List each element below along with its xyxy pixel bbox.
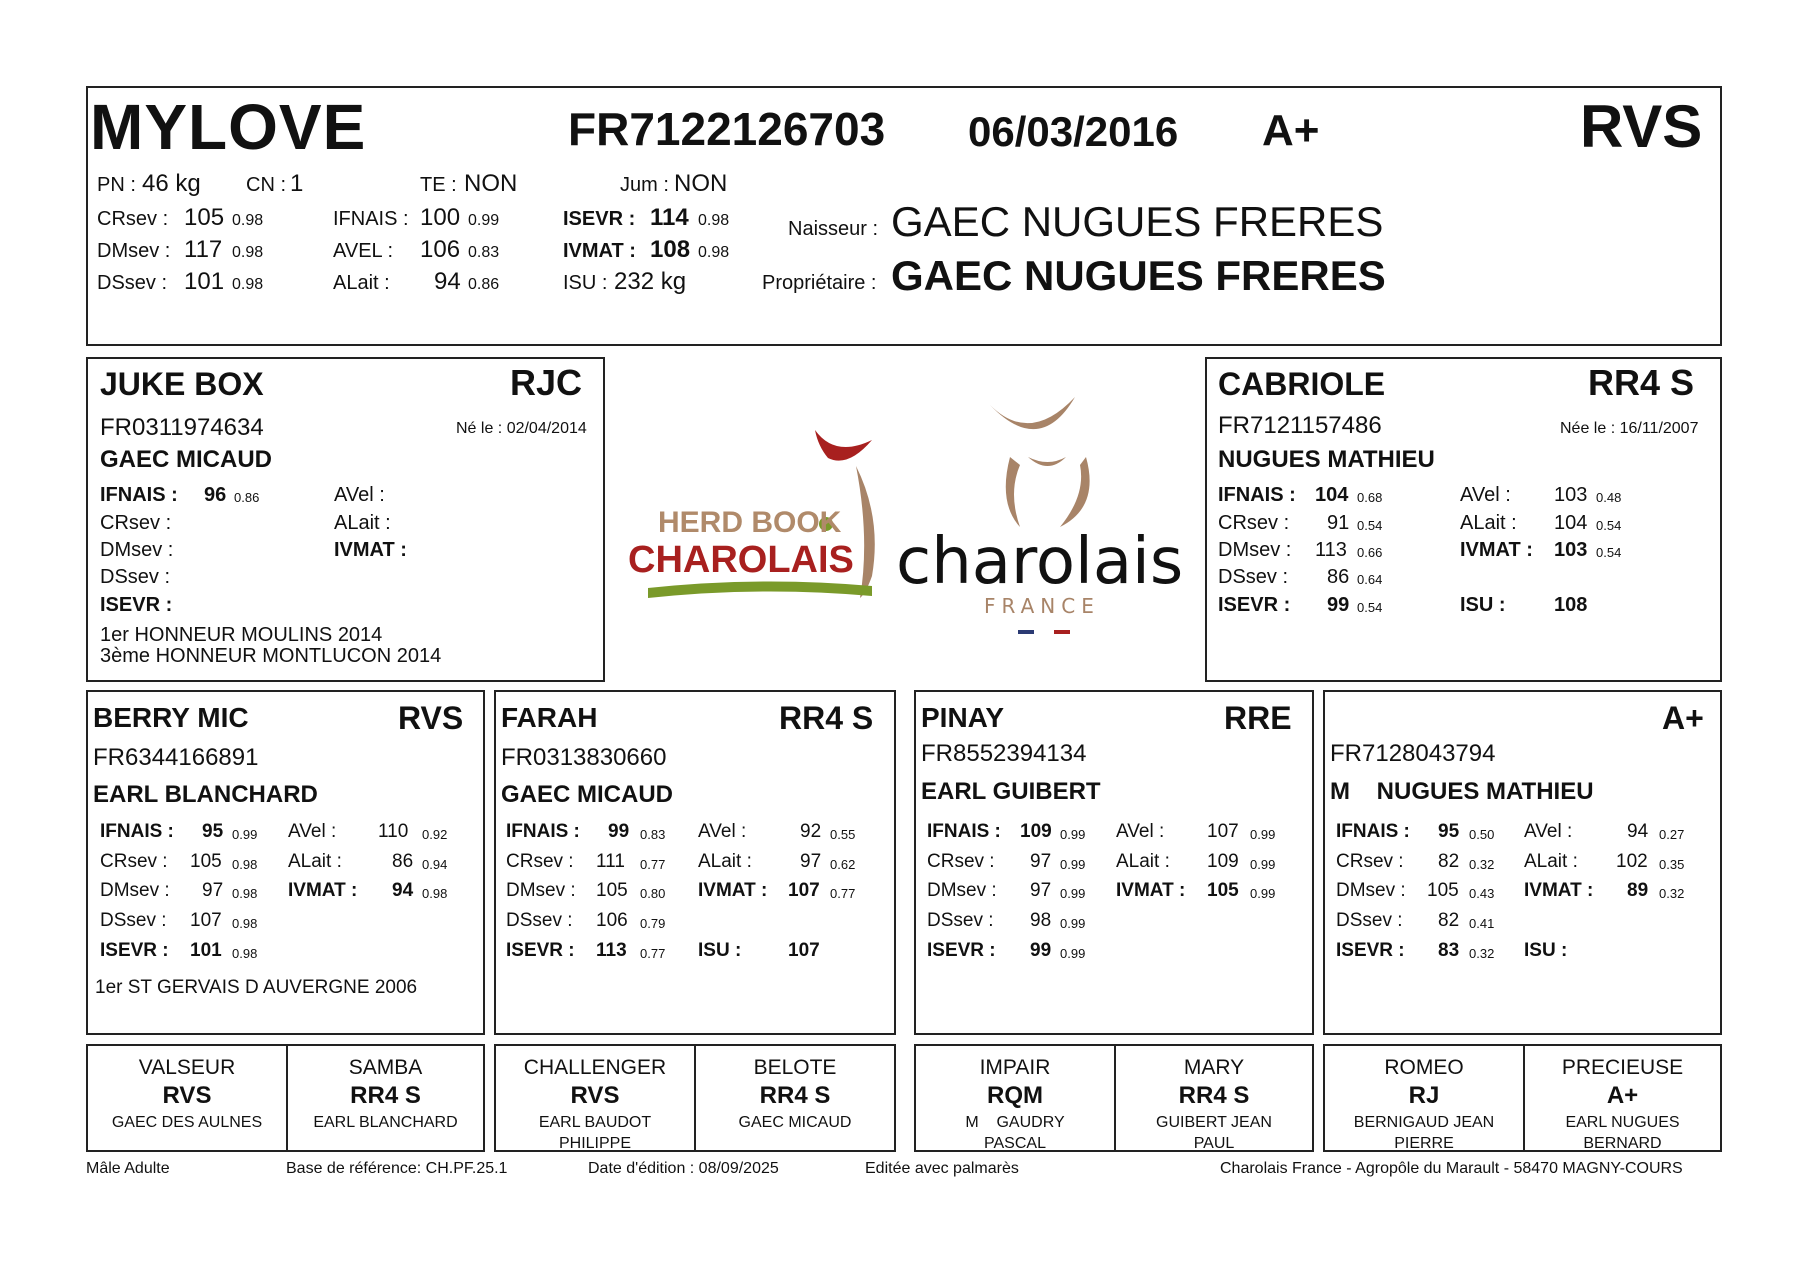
avel-coef: 0.83 <box>468 244 500 261</box>
dam-isevr-label: ISEVR : <box>1218 594 1291 616</box>
gp0-isevr-value: 101 <box>190 940 222 961</box>
gp2-ifnais-value: 109 <box>1020 821 1052 842</box>
dam-avel-coef: 0.48 <box>1596 490 1622 505</box>
gg-owner-line2: PHILIPPE <box>558 1135 632 1152</box>
dam-dssev-coef: 0.64 <box>1357 572 1383 587</box>
gp0-avel-label: AVel : <box>288 821 337 842</box>
gg-owner: GAEC DES AULNES <box>111 1114 263 1131</box>
animal-grade: A+ <box>1262 106 1320 155</box>
gp3-ifnais-coef: 0.50 <box>1469 827 1495 842</box>
gp2-dssev-value: 98 <box>1030 910 1052 931</box>
gp2-dssev-coef: 0.99 <box>1060 916 1086 931</box>
gp1-alait-coef: 0.62 <box>830 857 856 872</box>
gp1-dmsev-value: 105 <box>596 880 628 901</box>
great-grandparent-cell <box>1323 1044 1525 1152</box>
gp1-dmsev-coef: 0.80 <box>640 886 666 901</box>
dam-owner: NUGUES MATHIEU <box>1218 446 1435 473</box>
alait-value: 94 <box>434 268 461 295</box>
gp3-avel-coef: 0.27 <box>1659 827 1685 842</box>
animal-id: FR7122126703 <box>568 103 886 155</box>
naisseur-label: Naisseur : <box>788 218 879 240</box>
gg-owner-line2: PASCAL <box>984 1135 1046 1152</box>
gp0-isevr-label: ISEVR : <box>100 940 169 961</box>
grandparent-owner: EARL GUIBERT <box>921 778 1101 805</box>
gp1-dssev-coef: 0.79 <box>640 916 666 931</box>
dam-dssev-value: 86 <box>1327 566 1350 588</box>
dam-dmsev-coef: 0.66 <box>1357 545 1383 560</box>
cn-value: 1 <box>290 170 304 197</box>
gp2-crsev-coef: 0.99 <box>1060 857 1086 872</box>
gp2-ivmat-value: 105 <box>1207 880 1239 901</box>
gp2-dmsev-label: DMsev : <box>927 880 997 901</box>
gp3-avel-label: AVel : <box>1524 821 1573 842</box>
pn-value: 46 kg <box>142 170 201 197</box>
sire-born: Né le : 02/04/2014 <box>456 420 587 437</box>
herd-book-line2: CHAROLAIS <box>628 539 854 581</box>
gg-name: IMPAIR <box>979 1056 1051 1079</box>
gp0-avel-value: 110 <box>378 821 409 842</box>
gp2-ifnais-label: IFNAIS : <box>927 821 1001 842</box>
gp2-ivmat-coef: 0.99 <box>1250 886 1276 901</box>
herd-book-green-swoosh <box>648 581 872 598</box>
gg-name: MARY <box>1183 1056 1245 1079</box>
dam-avel-value: 103 <box>1554 484 1588 506</box>
crsev-label: CRsev : <box>97 208 169 230</box>
gp1-avel-label: AVel : <box>698 821 747 842</box>
avel-label: AVEL : <box>333 240 394 262</box>
naisseur-value: GAEC NUGUES FRERES <box>891 198 1384 245</box>
dam-isu-label: ISU : <box>1460 594 1506 616</box>
gg-qualification: RR4 S <box>350 1082 421 1109</box>
grandparent-id: FR8552394134 <box>921 740 1087 767</box>
gp1-ivmat-label: IVMAT : <box>698 880 768 901</box>
dam-isu-value: 108 <box>1554 594 1588 616</box>
alait-label: ALait : <box>333 272 390 294</box>
gp1-dmsev-label: DMsev : <box>506 880 576 901</box>
gp2-avel-coef: 0.99 <box>1250 827 1276 842</box>
ivmat-coef: 0.98 <box>698 244 730 261</box>
proprietaire-value: GAEC NUGUES FRERES <box>891 252 1386 299</box>
isevr-label: ISEVR : <box>563 208 636 230</box>
gp0-ivmat-label: IVMAT : <box>288 880 358 901</box>
gp1-isevr-label: ISEVR : <box>506 940 575 961</box>
gp0-alait-value: 86 <box>392 851 414 872</box>
animal-birth-date: 06/03/2016 <box>968 108 1179 155</box>
gp3-crsev-coef: 0.32 <box>1469 857 1495 872</box>
gp1-ivmat-coef: 0.77 <box>830 886 856 901</box>
dssev-coef: 0.98 <box>232 276 264 293</box>
gg-name: CHALLENGER <box>523 1056 667 1079</box>
gp1-isevr-value: 113 <box>596 940 627 961</box>
footer-address: Charolais France - Agropôle du Marault - 58470 MAGNY-COURS <box>1220 1160 1683 1177</box>
gg-qualification: RVS <box>570 1082 620 1109</box>
sire-dmsev-label: DMsev : <box>100 539 174 561</box>
sire-ifnais-value: 96 <box>204 484 227 506</box>
charolais-face-left-shape <box>1006 457 1020 527</box>
grandparent-qualification: RRE <box>1224 700 1292 736</box>
dam-ivmat-value: 103 <box>1554 539 1588 561</box>
gp3-dmsev-coef: 0.43 <box>1469 886 1495 901</box>
charolais-face-right-shape <box>1060 457 1090 527</box>
great-grandparent-cell <box>694 1044 896 1152</box>
gg-owner: BERNIGAUD JEAN <box>1353 1114 1495 1131</box>
great-grandparent-cell <box>494 1044 696 1152</box>
gp3-dmsev-value: 105 <box>1427 880 1459 901</box>
dam-dmsev-label: DMsev : <box>1218 539 1292 561</box>
gp2-dssev-label: DSsev : <box>927 910 994 931</box>
cn-label: CN : <box>246 174 286 196</box>
gp3-ifnais-value: 95 <box>1438 821 1460 842</box>
dam-crsev-label: CRsev : <box>1218 512 1290 534</box>
dam-qualification: RR4 S <box>1588 362 1695 403</box>
gp3-dmsev-label: DMsev : <box>1336 880 1406 901</box>
dmsev-coef: 0.98 <box>232 244 264 261</box>
gp3-isevr-value: 83 <box>1438 940 1460 961</box>
gp3-alait-value: 102 <box>1616 851 1648 872</box>
gp3-dssev-value: 82 <box>1438 910 1460 931</box>
ifnais-coef: 0.99 <box>468 212 500 229</box>
gp3-isevr-label: ISEVR : <box>1336 940 1405 961</box>
gp1-ifnais-value: 99 <box>608 821 630 842</box>
herd-book-line1: HERD BOOK <box>658 506 842 539</box>
dam-isevr-coef: 0.54 <box>1357 600 1383 615</box>
herd-book-red-horn-shape <box>815 430 872 461</box>
gp3-dssev-label: DSsev : <box>1336 910 1403 931</box>
gp0-ifnais-value: 95 <box>202 821 224 842</box>
ifnais-value: 100 <box>420 204 461 231</box>
gp0-avel-coef: 0.92 <box>422 827 448 842</box>
sire-crsev-label: CRsev : <box>100 512 172 534</box>
te-value: NON <box>464 170 518 197</box>
great-grandparent-cell <box>1523 1044 1722 1152</box>
dam-name: CABRIOLE <box>1218 366 1386 402</box>
gg-owner-line2: PAUL <box>1193 1135 1235 1152</box>
dam-dssev-label: DSsev : <box>1218 566 1289 588</box>
dam-ifnais-value: 104 <box>1315 484 1349 506</box>
gp1-ifnais-coef: 0.83 <box>640 827 666 842</box>
gp3-crsev-label: CRsev : <box>1336 851 1404 872</box>
footer-palmares-note: Editée avec palmarès <box>865 1160 1019 1177</box>
gp3-alait-label: ALait : <box>1524 851 1578 872</box>
ifnais-label: IFNAIS : <box>333 208 409 230</box>
gg-name: BELOTE <box>753 1056 837 1079</box>
gp0-ivmat-coef: 0.98 <box>422 886 448 901</box>
gp2-isevr-coef: 0.99 <box>1060 946 1086 961</box>
dam-alait-label: ALait : <box>1460 512 1517 534</box>
gp0-dmsev-value: 97 <box>202 880 224 901</box>
sire-palmares-2: 3ème HONNEUR MONTLUCON 2014 <box>100 645 442 667</box>
footer-category: Mâle Adulte <box>86 1160 170 1177</box>
gp2-alait-value: 109 <box>1207 851 1239 872</box>
grandparent-id: FR0313830660 <box>501 744 667 771</box>
gp1-isu-value: 107 <box>788 940 820 961</box>
gg-owner-line2: PIERRE <box>1394 1135 1454 1152</box>
sire-owner: GAEC MICAUD <box>100 446 272 473</box>
ivmat-label: IVMAT : <box>563 240 636 262</box>
dam-crsev-coef: 0.54 <box>1357 518 1383 533</box>
gp0-alait-coef: 0.94 <box>422 857 448 872</box>
gp0-isevr-coef: 0.98 <box>232 946 258 961</box>
gp1-crsev-coef: 0.77 <box>640 857 666 872</box>
crsev-value: 105 <box>184 204 225 231</box>
sire-alait-label: ALait : <box>334 512 391 534</box>
charolais-horns-shape <box>990 397 1075 429</box>
gp0-crsev-value: 105 <box>190 851 222 872</box>
charolais-france-logo <box>890 395 1190 640</box>
gp0-crsev-coef: 0.98 <box>232 857 258 872</box>
isu-value: 232 kg <box>614 268 687 295</box>
dam-alait-coef: 0.54 <box>1596 518 1622 533</box>
grandparent-qualification: A+ <box>1662 700 1704 736</box>
gp3-alait-coef: 0.35 <box>1659 857 1685 872</box>
footer-base: Base de référence: CH.PF.25.1 <box>286 1160 508 1177</box>
dam-id: FR7121157486 <box>1218 412 1382 439</box>
gp1-isu-label: ISU : <box>698 940 742 961</box>
gp2-ifnais-coef: 0.99 <box>1060 827 1086 842</box>
grandparent-name: FARAH <box>501 702 598 733</box>
gp2-crsev-value: 97 <box>1030 851 1052 872</box>
great-grandparent-cell <box>1114 1044 1314 1152</box>
gp1-avel-value: 92 <box>800 821 822 842</box>
isu-label: ISU : <box>563 272 608 294</box>
gg-qualification: RVS <box>162 1082 212 1109</box>
herd-book-charolais-logo <box>620 418 900 608</box>
gp0-dssev-coef: 0.98 <box>232 916 258 931</box>
sire-isevr-label: ISEVR : <box>100 594 173 616</box>
gp2-avel-label: AVel : <box>1116 821 1165 842</box>
dssev-label: DSsev : <box>97 272 168 294</box>
dam-ivmat-coef: 0.54 <box>1596 545 1622 560</box>
gp0-dmsev-coef: 0.98 <box>232 886 258 901</box>
gg-owner: EARL NUGUES <box>1565 1114 1680 1131</box>
gp3-crsev-value: 82 <box>1438 851 1460 872</box>
gp1-avel-coef: 0.55 <box>830 827 856 842</box>
sire-dssev-label: DSsev : <box>100 566 171 588</box>
gp2-crsev-label: CRsev : <box>927 851 995 872</box>
gp0-crsev-label: CRsev : <box>100 851 168 872</box>
gg-owner: GUIBERT JEAN <box>1156 1114 1272 1131</box>
gp3-ivmat-label: IVMAT : <box>1524 880 1594 901</box>
gp2-isevr-value: 99 <box>1030 940 1052 961</box>
gp0-ifnais-label: IFNAIS : <box>100 821 174 842</box>
footer-edition-date: Date d'édition : 08/09/2025 <box>588 1160 779 1177</box>
gp2-isevr-label: ISEVR : <box>927 940 996 961</box>
charolais-word: charolais <box>896 525 1184 599</box>
gg-owner: EARL BLANCHARD <box>313 1114 458 1131</box>
jum-value: NON <box>674 170 728 197</box>
flag-red-bar <box>1054 630 1070 634</box>
gg-qualification: RR4 S <box>1178 1082 1250 1109</box>
gg-owner-line2: BERNARD <box>1583 1135 1662 1152</box>
gg-qualification: RQM <box>987 1082 1043 1109</box>
gp0-dssev-value: 107 <box>190 910 222 931</box>
grandparent-owner: GAEC MICAUD <box>501 781 673 808</box>
gp3-isevr-coef: 0.32 <box>1469 946 1495 961</box>
gp0-ivmat-value: 94 <box>392 880 414 901</box>
dam-ifnais-coef: 0.68 <box>1357 490 1383 505</box>
gp2-dmsev-value: 97 <box>1030 880 1052 901</box>
grandparent-id: FR6344166891 <box>93 744 259 771</box>
dam-born: Née le : 16/11/2007 <box>1560 420 1699 437</box>
sire-ifnais-coef: 0.86 <box>234 490 260 505</box>
gg-name: VALSEUR <box>138 1056 236 1079</box>
sire-avel-label: AVel : <box>334 484 385 506</box>
jum-label: Jum : <box>620 174 669 196</box>
gp0-palmares: 1er ST GERVAIS D AUVERGNE 2006 <box>95 977 418 998</box>
gp3-ifnais-label: IFNAIS : <box>1336 821 1410 842</box>
isevr-value: 114 <box>650 204 689 231</box>
france-word: FRANCE <box>984 594 1100 618</box>
alait-coef: 0.86 <box>468 276 500 293</box>
animal-name: MYLOVE <box>90 91 367 163</box>
gg-owner: M GAUDRY <box>965 1114 1065 1131</box>
gp2-alait-coef: 0.99 <box>1250 857 1276 872</box>
grandparent-name: PINAY <box>921 702 1005 733</box>
dam-ivmat-label: IVMAT : <box>1460 539 1533 561</box>
isevr-coef: 0.98 <box>698 212 730 229</box>
gp3-dssev-coef: 0.41 <box>1469 916 1495 931</box>
gp2-dmsev-coef: 0.99 <box>1060 886 1086 901</box>
gp0-dmsev-label: DMsev : <box>100 880 170 901</box>
gp0-alait-label: ALait : <box>288 851 342 872</box>
gp1-crsev-value: 111 <box>596 851 625 872</box>
gp1-ivmat-value: 107 <box>788 880 820 901</box>
gp1-alait-value: 97 <box>800 851 822 872</box>
grandparent-owner: EARL BLANCHARD <box>93 781 318 808</box>
gg-name: SAMBA <box>348 1056 423 1079</box>
dam-ifnais-label: IFNAIS : <box>1218 484 1296 506</box>
sire-ivmat-label: IVMAT : <box>334 539 407 561</box>
dam-isevr-value: 99 <box>1327 594 1350 616</box>
sire-qualification: RJC <box>510 362 583 403</box>
gg-name: PRECIEUSE <box>1561 1056 1684 1079</box>
gg-qualification: RR4 S <box>759 1082 831 1109</box>
grandparent-owner: M NUGUES MATHIEU <box>1330 778 1594 805</box>
avel-value: 106 <box>420 236 461 263</box>
gg-name: ROMEO <box>1384 1056 1464 1079</box>
gp1-ifnais-label: IFNAIS : <box>506 821 580 842</box>
crsev-coef: 0.98 <box>232 212 264 229</box>
gp3-ivmat-value: 89 <box>1627 880 1649 901</box>
great-grandparent-cell <box>86 1044 288 1152</box>
gp3-ivmat-coef: 0.32 <box>1659 886 1685 901</box>
gg-owner: EARL BAUDOT <box>538 1114 652 1131</box>
gp3-avel-value: 94 <box>1627 821 1649 842</box>
proprietaire-label: Propriétaire : <box>762 272 877 294</box>
flag-blue-bar <box>1018 630 1034 634</box>
grandparent-qualification: RR4 S <box>779 700 874 736</box>
herd-book-tan-horn-shape <box>856 466 875 598</box>
gg-qualification: A+ <box>1606 1082 1639 1109</box>
grandparent-id: FR7128043794 <box>1330 740 1496 767</box>
gp2-avel-value: 107 <box>1207 821 1239 842</box>
grandparent-name: BERRY MIC <box>93 702 249 733</box>
gp1-dssev-value: 106 <box>596 910 628 931</box>
sire-id: FR0311974634 <box>100 414 264 441</box>
gg-owner: GAEC MICAUD <box>738 1114 852 1131</box>
grandparent-qualification: RVS <box>398 700 464 736</box>
gp1-isevr-coef: 0.77 <box>640 946 666 961</box>
dmsev-value: 117 <box>184 236 223 263</box>
ivmat-value: 108 <box>650 236 691 263</box>
dam-crsev-value: 91 <box>1327 512 1350 534</box>
great-grandparent-cell <box>286 1044 485 1152</box>
gp3-isu-label: ISU : <box>1524 940 1568 961</box>
dam-avel-label: AVel : <box>1460 484 1511 506</box>
gp1-alait-label: ALait : <box>698 851 752 872</box>
dmsev-label: DMsev : <box>97 240 171 262</box>
pn-label: PN : <box>97 174 136 196</box>
dam-alait-value: 104 <box>1554 512 1588 534</box>
sire-name: JUKE BOX <box>100 366 264 402</box>
dam-dmsev-value: 113 <box>1315 539 1347 561</box>
sire-palmares-1: 1er HONNEUR MOULINS 2014 <box>100 624 383 646</box>
gp0-dssev-label: DSsev : <box>100 910 167 931</box>
gp2-ivmat-label: IVMAT : <box>1116 880 1186 901</box>
animal-qualification: RVS <box>1580 93 1703 160</box>
great-grandparent-cell <box>914 1044 1116 1152</box>
gp2-alait-label: ALait : <box>1116 851 1170 872</box>
gg-qualification: RJ <box>1408 1082 1440 1109</box>
gp1-dssev-label: DSsev : <box>506 910 573 931</box>
gp0-ifnais-coef: 0.99 <box>232 827 258 842</box>
charolais-nose-shape <box>1028 457 1066 466</box>
dssev-value: 101 <box>184 268 225 295</box>
sire-ifnais-label: IFNAIS : <box>100 484 178 506</box>
te-label: TE : <box>420 174 457 196</box>
gp1-crsev-label: CRsev : <box>506 851 574 872</box>
